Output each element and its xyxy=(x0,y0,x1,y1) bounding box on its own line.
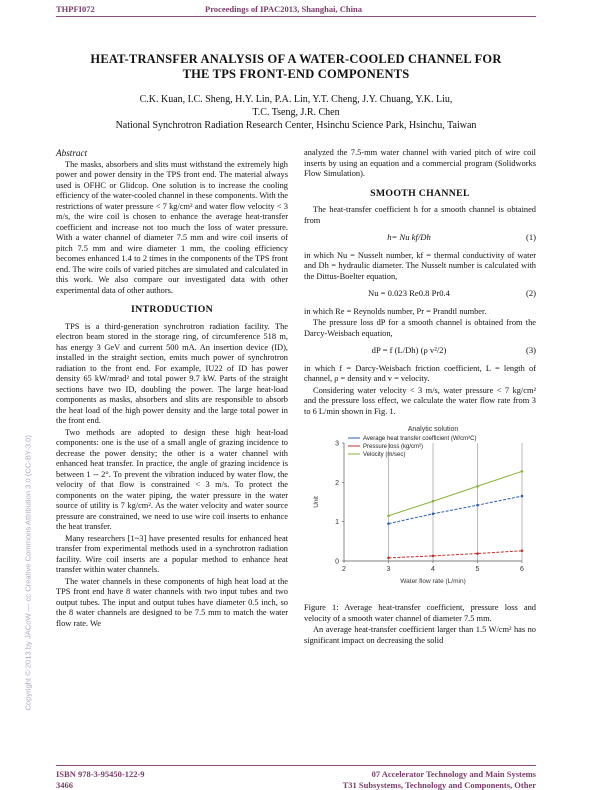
right-paragraph-7: An average heat-transfer coefficient larger than 1.5 W/cm² has no significant impact on decreasing the solid xyxy=(304,625,536,645)
figure-1 xyxy=(304,421,536,599)
copyright-sidebar: Copyright © 2013 by JACoW — cc Creative Commons Attribution 3.0 (CC-BY-3.0) xyxy=(23,435,33,711)
y-tick-label: 2 xyxy=(335,479,339,487)
right-paragraph-3: in which Re = Reynolds number, Pr = Prandtl number. xyxy=(304,306,487,316)
series-1-point-2 xyxy=(476,552,479,555)
equation-2-expr: Nu = 0.023 Re0.8 Pr0.4 xyxy=(368,288,450,298)
x-tick-label: 2 xyxy=(342,566,346,573)
x-axis-label: Water flow rate (L/min) xyxy=(400,578,466,585)
legend-label-0: Average heat transfer coefficient (W/cm²C) xyxy=(363,436,477,443)
intro-paragraph-2: Two methods are adopted to design these high heat-load components: one is the use of a small angle of grazing incidence to decrease the power density; the other is a water channel with enhanced heat transfer. In practice, the angle of grazing incidence is between 1 -- 2°. To prevent the vibration induced by water flow, the velocity of that flow is constrained < 3 m/s. To protect the components on the water piping, the water pressure in the water source of utility is 7 kg/cm². As the water velocity and water source pressure are constrained, we need to use wire coil inserts to enhance the heat transfer. xyxy=(56,427,288,531)
title-line-1: HEAT-TRANSFER ANALYSIS OF A WATER-COOLED CHANNEL FOR xyxy=(90,52,502,66)
legend-label-2: Velocity (m/sec) xyxy=(363,452,406,459)
series-0-point-1 xyxy=(432,513,435,516)
right-paragraph-1: The heat-transfer coefficient h for a smooth channel is obtained from xyxy=(304,205,536,225)
right-column xyxy=(304,148,536,647)
series-0-point-0 xyxy=(387,522,390,525)
equation-1-number: (1) xyxy=(525,232,536,242)
series-2-point-2 xyxy=(476,485,479,488)
footer-subcategory: T31 Subsystems, Technology and Components, Other xyxy=(342,780,536,790)
right-paragraph-5: in which f = Darcy-Weisbach friction coefficient, L = length of channel, ρ = density and v = velocity. xyxy=(304,363,536,383)
y-tick-label: 3 xyxy=(335,440,339,448)
right-paragraph-0: analyzed the 7.5-mm water channel with varied pitch of wire coil inserts by using an equation and a commercial program (Solidworks Flow Simulation). xyxy=(304,148,536,178)
equation-3-number: (3) xyxy=(525,345,536,355)
smooth-channel-heading: SMOOTH CHANNEL xyxy=(370,187,470,199)
equation-3 xyxy=(304,345,536,356)
x-tick-label: 4 xyxy=(431,566,435,573)
series-1-point-0 xyxy=(387,557,390,560)
series-1-point-1 xyxy=(432,555,435,558)
left-column xyxy=(56,148,288,630)
author-block xyxy=(56,93,536,132)
header-rule xyxy=(56,16,536,17)
y-tick-label: 1 xyxy=(335,519,339,527)
series-2-point-1 xyxy=(432,500,435,503)
legend-label-1: Pressure loss (kg/cm²) xyxy=(363,444,424,451)
abstract-heading: Abstract xyxy=(56,148,88,158)
series-2-point-3 xyxy=(521,470,524,473)
footer-page-number: 3466 xyxy=(56,780,73,790)
right-paragraph-4: The pressure loss dP for a smooth channel is obtained from the Darcy-Weisbach equation, xyxy=(304,318,536,338)
abstract-text: The masks, absorbers and slits must withstand the extremely high power and power density in the TPS front end. The material always used is OFHC or Glidcop. One solution is to increase the cooling efficiency of the water-cooled channel in these components. With the restrictions of water pressure < 7 kg/cm² and water flow velocity < 3 m/s, the wire coil is chosen to enhance the average heat-transfer coefficient and increase not too much the loss of water pressure. With a water channel of diameter 7.5 mm and wire coil inserts of pitch 7.5 mm and wire diameter 1 mm, the cooling efficiency becomes enhanced 1.4 to 2 times in the components of the TPS front end. The wire coils of varied pitches are simulated and calculated in this work. We also compare our investigated data with other experimental data of other authors. xyxy=(56,159,288,295)
header-proceedings: Proceedings of IPAC2013, Shanghai, China xyxy=(205,4,362,14)
intro-paragraph-3: Many researchers [1~3] have presented results for enhanced heat transfer from experimental methods used in a synchrotron radiation facility. Wire coil inserts are a popular method to enhance heat transfer within water channels. xyxy=(56,533,288,574)
equation-2 xyxy=(304,288,536,299)
footer-category: 07 Accelerator Technology and Main Systems xyxy=(371,769,536,779)
figure-1-chart xyxy=(304,421,536,599)
series-2-point-0 xyxy=(387,514,390,517)
chart-title: Analytic solution xyxy=(407,426,459,433)
series-0-point-2 xyxy=(476,504,479,507)
series-line-0 xyxy=(389,496,523,524)
equation-2-number: (2) xyxy=(525,288,536,298)
x-tick-label: 6 xyxy=(520,566,524,573)
series-1-point-3 xyxy=(521,549,524,552)
intro-paragraph-1: TPS is a third-generation synchrotron radiation facility. The electron beam stored in the storage ring, of circumference 518 m, has energy 3 GeV and current 500 mA. An insertion device (ID), installed in the straight section, emits much power of synchrotron radiation to the front end. For example, IU22 of ID has power density 65 kW/mrad² and total power 9.7 kW. Parts of the straight sections have two ID, doubling the power. The large heat-load components as masks, absorbers and slits are responsible to absorb the heat load of the high power density and the large total power in the front end. xyxy=(56,321,288,425)
intro-paragraph-4: The water channels in these components of high heat load at the TPS front end have 8 water channels with two input tubes and two output tubes. The input and output tubes have diameter 0.5 inch, so the 8 water channels are designed to be 7.5 mm to match the water flow rate. We xyxy=(56,576,288,628)
x-tick-label: 3 xyxy=(386,566,391,573)
series-line-1 xyxy=(389,551,523,558)
right-paragraph-2: in which Nu = Nusselt number, kf = thermal conductivity of water and Dh = hydraulic diameter. The Nusselt number is calculated with the Dittus-Boelter equation, xyxy=(304,250,536,281)
header-paper-id: THPFI072 xyxy=(56,4,95,14)
series-0-point-3 xyxy=(521,495,524,498)
x-tick-label: 5 xyxy=(475,566,480,573)
equation-3-expr: dP = f (L/Dh) (ρ v²/2) xyxy=(371,345,447,355)
y-axis-label: Unit xyxy=(313,496,320,508)
introduction-heading: INTRODUCTION xyxy=(131,304,213,315)
footer-rule xyxy=(56,765,536,766)
y-tick-label: 0 xyxy=(335,558,339,566)
affiliation: National Synchrotron Radiation Research Center, Hsinchu Science Park, Hsinchu, Taiwan xyxy=(115,120,477,131)
equation-1 xyxy=(304,232,536,243)
authors-line-2: T.C. Tseng, J.R. Chen xyxy=(252,107,340,118)
title-line-2: THE TPS FRONT-END COMPONENTS xyxy=(182,67,410,81)
paper-title xyxy=(56,52,536,82)
footer-isbn: ISBN 978-3-95450-122-9 xyxy=(56,769,145,779)
equation-1-expr: h= Nu kf/Dh xyxy=(387,232,431,242)
authors-line-1: C.K. Kuan, I.C. Sheng, H.Y. Lin, P.A. Lin, Y.T. Cheng, J.Y. Chuang, Y.K. Liu, xyxy=(139,94,453,105)
right-paragraph-6: Considering water velocity < 3 m/s, water pressure < 7 kg/cm² and the pressure loss effect, we calculate the water flow rate from 3 to 6 L/min shown in Fig. 1. xyxy=(304,385,536,416)
figure-1-caption: Figure 1: Average heat-transfer coefficient, pressure loss and velocity of a smooth water channel of diameter 7.5 mm. xyxy=(304,603,536,623)
